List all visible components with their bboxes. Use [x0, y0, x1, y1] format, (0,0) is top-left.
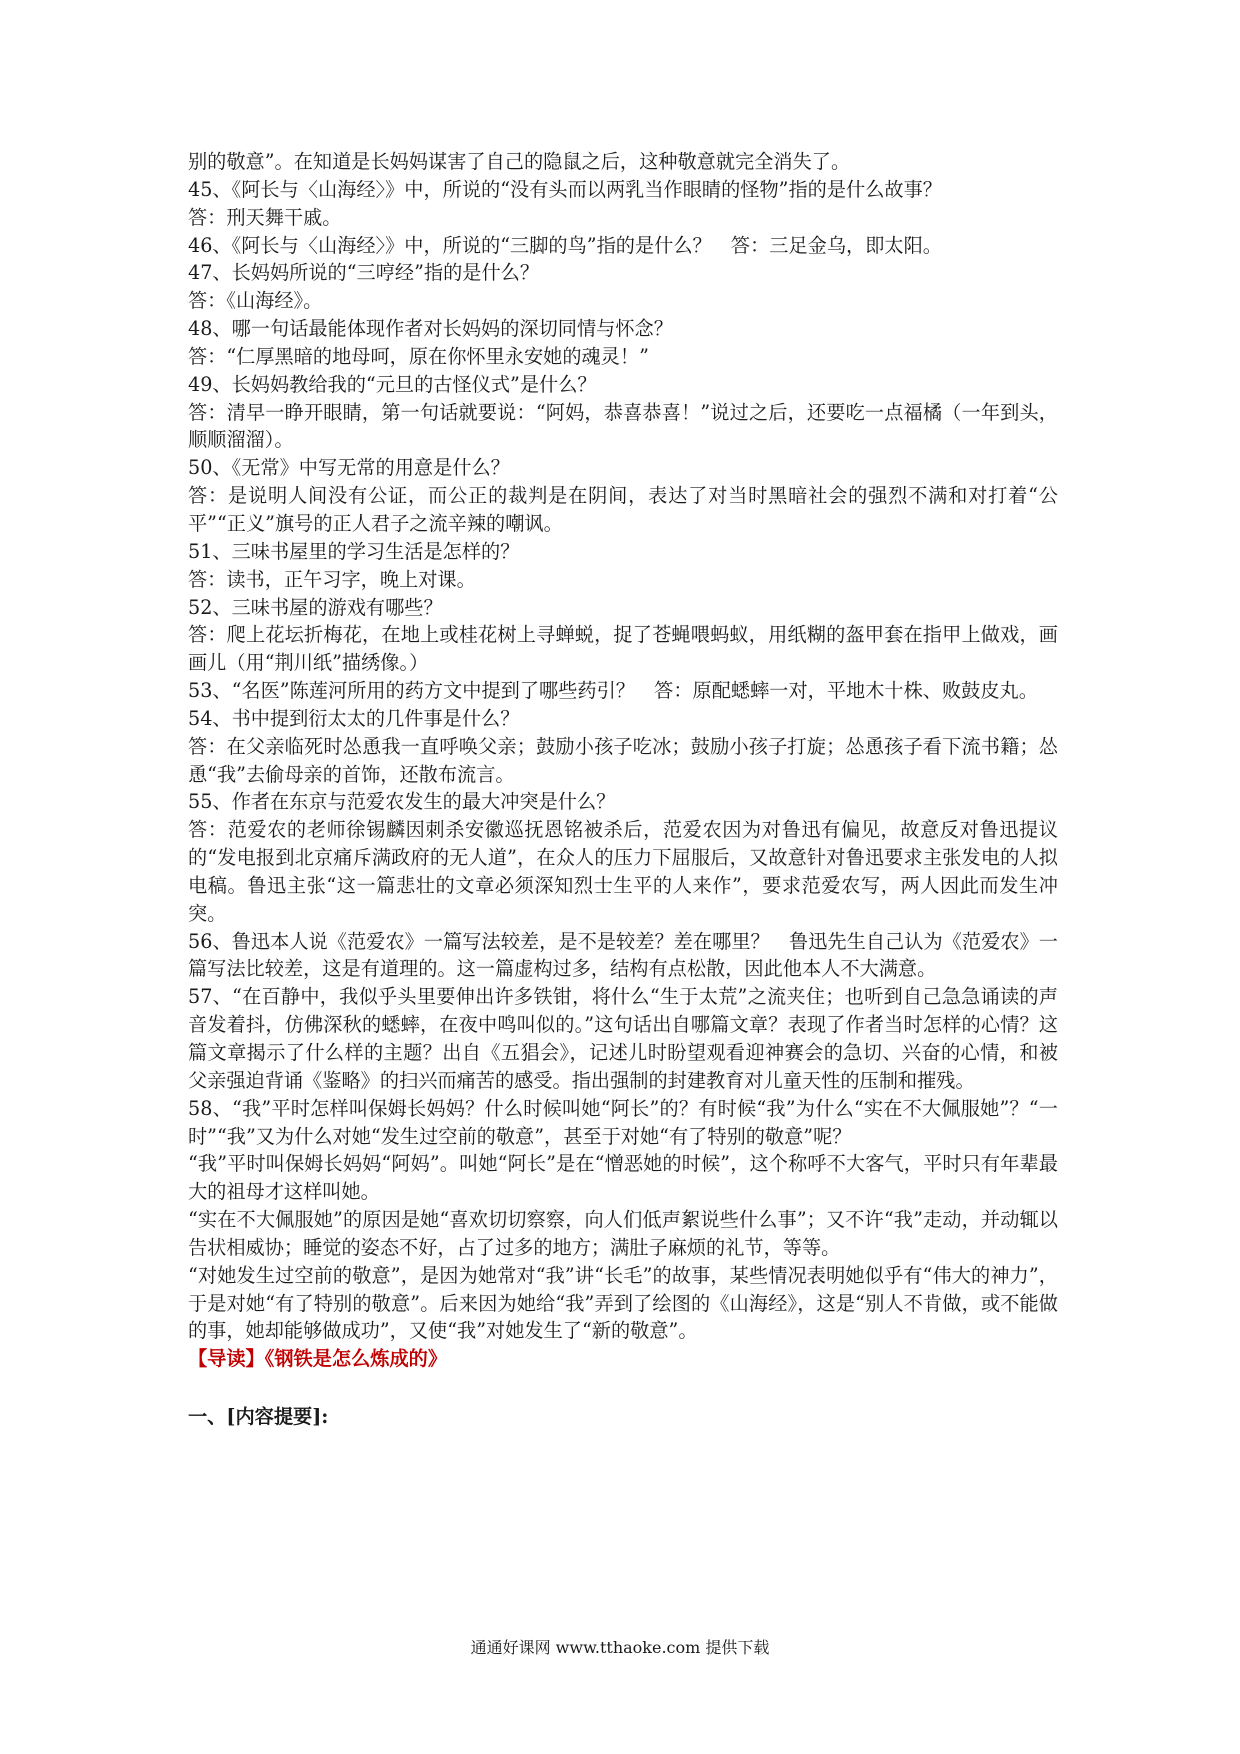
question-48: 48、哪一句话最能体现作者对长妈妈的深切同情与怀念？: [188, 317, 673, 341]
question-47: 47、长妈妈所说的“三哼经”指的是什么？: [188, 261, 540, 285]
answer-52: 答：爬上花坛折梅花，在地上或桂花树上寻蝉蜕，捉了苍蝇喂蚂蚁，用纸糊的盔甲套在指甲上做戏，画画儿（用“荆川纸”描绣像。）: [188, 623, 1058, 675]
question-53: 53、“名医”陈莲河所用的药方文中提到了哪些药引？ 答：原配蟋蟀一对，平地木十株、败鼓皮丸。: [188, 679, 1038, 703]
question-58: 58、“我”平时怎样叫保姆长妈妈？什么时候叫她“阿长”的？有时候“我”为什么“实在不大佩服她”？“一时”“我”又为什么对她“发生过空前的敬意”，甚至于对她“有了特别的敬意”呢？: [188, 1096, 1058, 1148]
question-51: 51、三味书屋里的学习生活是怎样的？: [188, 539, 520, 563]
answer-58-part1: “我”平时叫保姆长妈妈“阿妈”。叫她“阿长”是在“憎恶她的时候”，这个称呼不大客气，平时只有年辈最大的祖母才这样叫她。: [188, 1152, 1058, 1204]
page-footer: 通通好课网 www.tthaoke.com 提供下载: [470, 1638, 770, 1657]
answer-58-part3: “对她发生过空前的敬意”，是因为她常对“我”讲“长毛”的故事，某些情况表明她似乎有“伟大的神力”，于是对她“有了特别的敬意”。后来因为她给“我”弄到了绘图的《山海经》，这是“别人不肯做，或不能做的事，她却能够做成功”，又使“我”对她发生了“新的敬意”。: [188, 1263, 1058, 1343]
question-57: 57、“在百静中，我似乎头里要伸出许多铁钳，将什么“生于太荒”之流夹住；也听到自己急急诵读的声音发着抖，仿佛深秋的蟋蟀，在夜中鸣叫似的。”这句话出自哪篇文章？表现了作者当时怎样的心情？这篇文章揭示了什么样的主题？出自《五猖会》，记述儿时盼望观看迎神赛会的急切、兴奋的心情，和被父亲强迫背诵《鉴略》的扫兴而痛苦的感受。指出强制的封建教育对儿童天性的压制和摧残。: [188, 985, 1058, 1092]
question-45: 45、《阿长与〈山海经〉》中，所说的“没有头而以两乳当作眼睛的怪物”指的是什么故事？: [188, 177, 942, 201]
question-56: 56、鲁迅本人说《范爱农》一篇写法较差，是不是较差？差在哪里？ 鲁迅先生自己认为《范爱农》一篇写法比较差，这是有道理的。这一篇虚构过多，结构有点松散，因此他本人不大满意。: [188, 929, 1058, 981]
question-52: 52、三味书屋的游戏有哪些？: [188, 595, 443, 619]
answer-45: 答：刑天舞干戚。: [188, 205, 342, 229]
answer-58-part2: “实在不大佩服她”的原因是她“喜欢切切察察，向人们低声絮说些什么事”；又不许“我”走动，并动辄以告状相威协；睡觉的姿态不好，占了过多的地方；满肚子麻烦的礼节，等等。: [188, 1208, 1058, 1259]
question-46: 46、《阿长与〈山海经〉》中，所说的“三脚的鸟”指的是什么？ 答：三足金乌，即太阳。: [188, 233, 942, 257]
answer-54: 答：在父亲临死时怂恿我一直呼唤父亲；鼓励小孩子吃冰；鼓励小孩子打旋；怂恿孩子看下流书籍；怂恿“我”去偷母亲的首饰，还散布流言。: [188, 734, 1058, 786]
answer-55: 答：范爱农的老师徐锡麟因刺杀安徽巡抚恩铭被杀后，范爱农因为对鲁迅有偏见，故意反对鲁迅提议的“发电报到北京痛斥满政府的无人道”，在众人的压力下屈服后，又故意针对鲁迅要求主张发电的人拟电稿。鲁迅主张“这一篇悲壮的文章必须深知烈士生平的人来作”，要求范爱农写，两人因此而发生冲突。: [188, 818, 1058, 925]
document-body: [188, 148, 1058, 1431]
question-54: 54、书中提到衍太太的几件事是什么？: [188, 706, 520, 730]
answer-48: 答：“仁厚黑暗的地母呵，原在你怀里永安她的魂灵！”: [188, 344, 649, 368]
paragraph: 别的敬意”。在知道是长妈妈谋害了自己的隐鼠之后，这种敬意就完全消失了。: [188, 150, 851, 173]
answer-51: 答：读书，正午习字，晚上对课。: [188, 567, 476, 591]
section-heading: 一、[内容提要]:: [188, 1405, 329, 1429]
answer-47: 答：《山海经》。: [188, 289, 323, 313]
question-55: 55、作者在东京与范爱农发生的最大冲突是什么？: [188, 790, 616, 814]
answer-49: 答：清早一睁开眼睛，第一句话就要说：“阿妈，恭喜恭喜！”说过之后，还要吃一点福橘（一年到头，顺顺溜溜）。: [188, 400, 1058, 452]
question-49: 49、长妈妈教给我的“元旦的古怪仪式”是什么？: [188, 372, 597, 396]
question-50: 50、《无常》中写无常的用意是什么？: [188, 456, 510, 480]
guide-heading: 【导读】《钢铁是怎么炼成的》: [188, 1347, 448, 1371]
answer-50: 答：是说明人间没有公证，而公正的裁判是在阴间，表达了对当时黑暗社会的强烈不满和对打着“公平”“正义”旗号的正人君子之流辛辣的嘲讽。: [188, 484, 1058, 535]
